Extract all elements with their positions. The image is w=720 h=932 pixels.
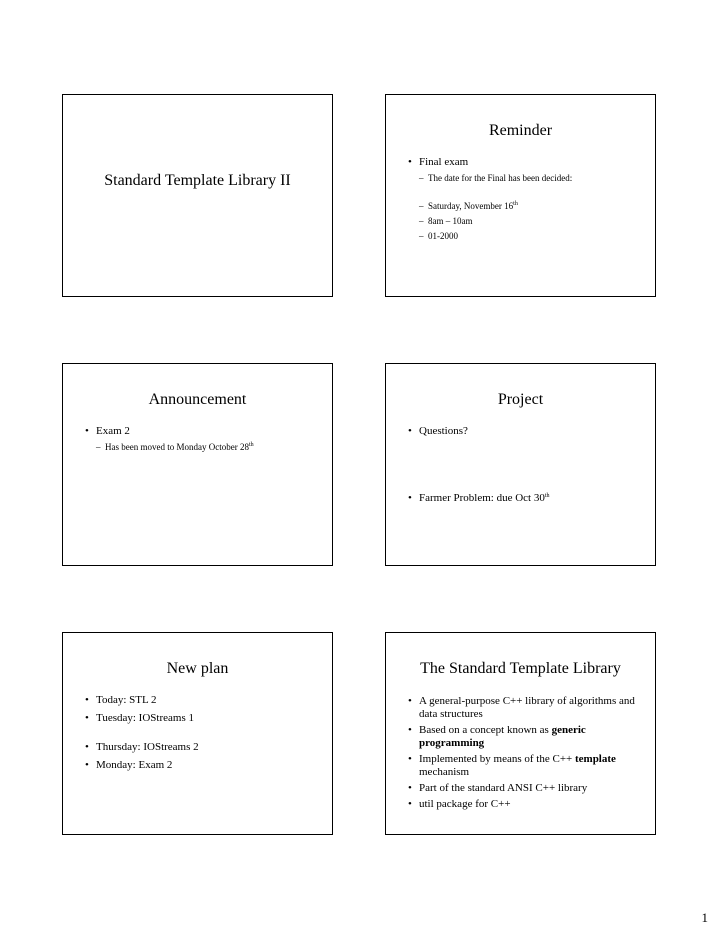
slide-heading: Reminder bbox=[488, 122, 553, 139]
list-item: • A general-purpose C++ library of algorithms and data structures bbox=[408, 695, 641, 721]
superscript: th bbox=[248, 442, 254, 448]
list-item bbox=[408, 492, 641, 505]
list-item: • Questions? bbox=[408, 425, 641, 438]
list-item: – 8am – 10am bbox=[408, 215, 641, 227]
slide-title bbox=[62, 94, 333, 297]
farmer-text: Farmer Problem: due Oct 30 bbox=[419, 492, 545, 504]
slide-heading: Announcement bbox=[148, 391, 247, 408]
bullet-list bbox=[408, 425, 641, 505]
slide-announcement bbox=[62, 363, 333, 566]
list-item: • Tuesday: IOStreams 1 bbox=[85, 712, 318, 725]
list-item: • util package for C++ bbox=[408, 798, 641, 811]
bold-term: template bbox=[574, 753, 616, 765]
list-item: – The date for the Final has been decided: bbox=[408, 172, 641, 184]
list-item bbox=[408, 724, 641, 750]
bullet-list bbox=[408, 695, 641, 811]
date-text: Saturday, November 16 bbox=[428, 201, 514, 211]
list-item bbox=[408, 200, 641, 212]
bullet-text: mechanism bbox=[419, 766, 470, 778]
bullet-list bbox=[85, 694, 318, 772]
list-item: • Today: STL 2 bbox=[85, 694, 318, 707]
list-item: • Exam 2 bbox=[85, 425, 318, 438]
list-item: • Part of the standard ANSI C++ library bbox=[408, 782, 641, 795]
slide-heading: New plan bbox=[166, 660, 229, 677]
moved-text: Has been moved to Monday October 28 bbox=[105, 442, 249, 452]
list-item: • Monday: Exam 2 bbox=[85, 759, 318, 772]
bold-term: generic programming bbox=[419, 724, 586, 749]
slide-project bbox=[385, 363, 656, 566]
bullet-list bbox=[85, 425, 318, 453]
superscript: th bbox=[513, 201, 518, 207]
slide-stl bbox=[385, 632, 656, 835]
superscript: th bbox=[544, 493, 550, 499]
list-item: • Final exam bbox=[408, 156, 641, 169]
list-item: • Thursday: IOStreams 2 bbox=[85, 741, 318, 754]
bullet-list bbox=[408, 156, 641, 242]
bullet-text: Based on a concept known as bbox=[419, 724, 552, 736]
slide-heading: Project bbox=[497, 391, 544, 408]
page-number: 1 bbox=[701, 910, 708, 925]
slide-reminder bbox=[385, 94, 656, 297]
slide-heading: The Standard Template Library bbox=[420, 660, 621, 677]
slide-title-text: Standard Template Library II bbox=[104, 172, 291, 189]
slide-new-plan bbox=[62, 632, 333, 835]
list-item bbox=[85, 441, 318, 453]
list-item: – 01-2000 bbox=[408, 230, 641, 242]
bullet-text: Implemented by means of the C++ bbox=[419, 753, 575, 765]
list-item bbox=[408, 753, 641, 779]
